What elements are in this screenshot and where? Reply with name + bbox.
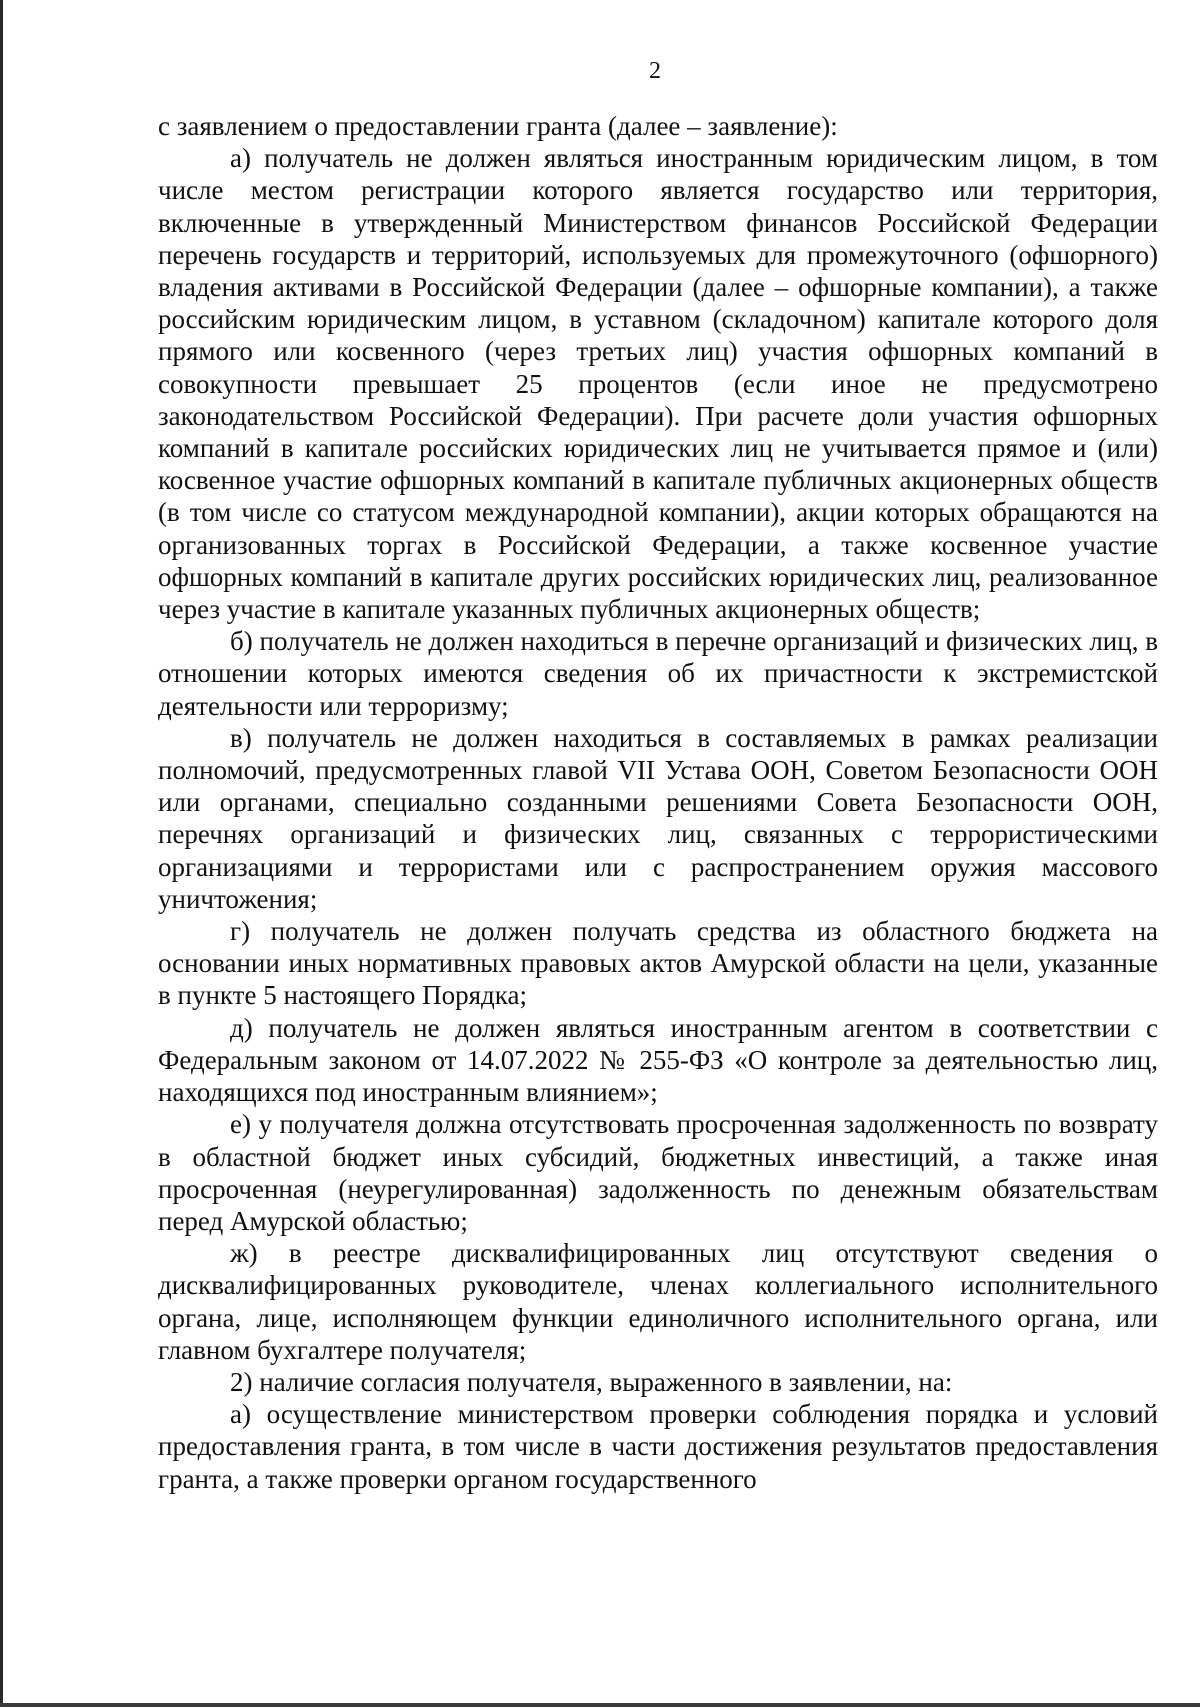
paragraph-intro: с заявлением о предоставлении гранта (далее – заявление): xyxy=(158,111,838,141)
paragraph-e-debt: е) у получателя должна отсутствовать просроченная задолженность по возврату в областной бюджет иных субсидий, бюджетных инвестиций, а также иная просроченная (неурегулированная) задолженность по денежным обязательствам перед Амурской областью; xyxy=(158,1109,1158,1236)
document-body xyxy=(158,110,1158,1495)
scan-edge-bottom xyxy=(0,1703,1200,1707)
paragraph-b-extremism: б) получатель не должен находиться в перечне организаций и физических лиц, в отношении которых имеются сведения об их причастности к экстремистской деятельности или терроризму; xyxy=(158,626,1158,721)
paragraph-2-consent: 2) наличие согласия получателя, выраженного в заявлении, на: xyxy=(230,1366,953,1397)
paragraph-a-offshore: а) получатель не должен являться иностранным юридическим лицом, в том числе местом регистрации которого является государство или территория, включенные в утвержденный Министерством финансов Российской Федерации перечень государств и территорий, используемых для промежуточного (офшорного) владения активами в Российской Федерации (далее – офшорные компании), а также российским юридическим лицом, в уставном (складочном) капитале которого доля прямого или косвенного (через третьих лиц) участия офшорных компаний в совокупности превышает 25 процентов (если иное не предусмотрено законодательством Российской Федерации). При расчете доли участия офшорных компаний в капитале российских юридических лиц не учитывается прямое и (или) косвенное участие офшорных компаний в капитале публичных акционерных обществ (в том числе со статусом международной компании), акции которых обращаются на организованных торгах в Российской Федерации, а также косвенное участие офшорных компаний в капитале других российских юридических лиц, реализованное через участие в капитале указанных публичных акционерных обществ; xyxy=(158,143,1158,625)
scan-edge-left xyxy=(0,0,3,1707)
paragraph-2a-inspection: а) осуществление министерством проверки соблюдения порядка и условий предоставления гранта, в том числе в части достижения результатов предоставления гранта, а также проверки органом государственного xyxy=(158,1399,1158,1494)
paragraph-g-budget: г) получатель не должен получать средства из областного бюджета на основании иных нормативных правовых актов Амурской области на цели, указанные в пункте 5 настоящего Порядка; xyxy=(158,916,1158,1011)
page-number: 2 xyxy=(649,58,661,84)
paragraph-zh-disqualified: ж) в реестре дисквалифицированных лиц отсутствуют сведения о дисквалифицированных руководителе, членах коллегиального исполнительного органа, лице, исполняющем функции единоличного исполнительного органа, или главном бухгалтере получателя; xyxy=(158,1238,1158,1365)
paragraph-v-un-lists: в) получатель не должен находиться в составляемых в рамках реализации полномочий, предусмотренных главой VII Устава ООН, Советом Безопасности ООН или органами, специально созданными решениями Совета Безопасности ООН, перечнях организаций и физических лиц, связанных с террористическими организациями и террористами или с распространением оружия массового уничтожения; xyxy=(158,722,1158,914)
paragraph-d-foreign-agent: д) получатель не должен являться иностранным агентом в соответствии с Федеральным законом от 14.07.2022 № 255-ФЗ «О контроле за деятельностью лиц, находящихся под иностранным влиянием»; xyxy=(158,1012,1158,1108)
